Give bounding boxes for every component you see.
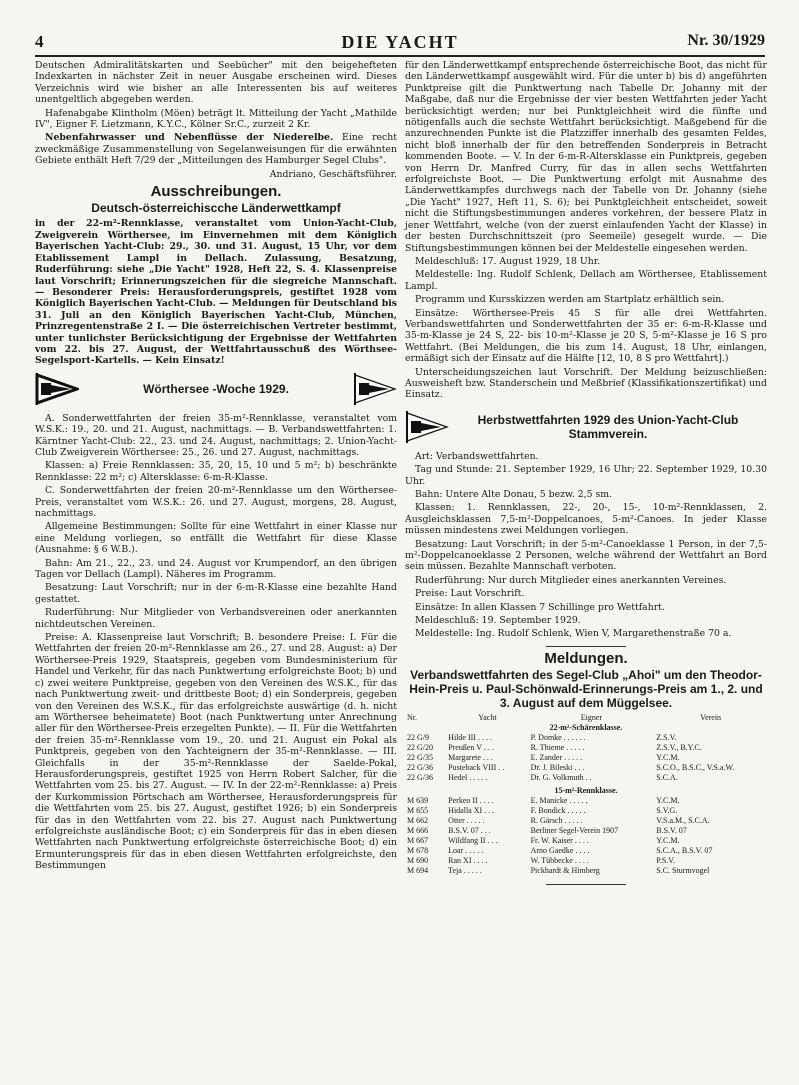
cell-verein: S.V.G. bbox=[656, 806, 678, 816]
table-row bbox=[405, 753, 767, 763]
cell-eigner: Dr. G. Volkmuth . . bbox=[530, 773, 592, 783]
herbst-paragraph-9: Meldeschluß: 19. September 1929. bbox=[415, 615, 581, 627]
cell-yacht: Pusteback VIII . . bbox=[448, 763, 505, 773]
herbst-paragraph-8: Einsätze: In allen Klassen 7 Schillinge pro Wettfahrt. bbox=[415, 601, 665, 613]
page-header bbox=[35, 32, 765, 54]
cell-yacht: Wildfang II . . . bbox=[448, 836, 498, 846]
cell-nr: M 662 bbox=[407, 816, 429, 826]
cell-yacht: Hilde III . . . . bbox=[448, 733, 492, 743]
entries-table bbox=[405, 713, 767, 876]
cell-eigner: Dr. J. Bileski . . . bbox=[530, 763, 585, 773]
cell-nr: 22 G/36 bbox=[407, 763, 433, 773]
cell-yacht: Hedel . . . . . bbox=[448, 773, 488, 783]
cell-yacht: Margarete . . . bbox=[448, 753, 493, 763]
herbst-paragraph-10: Meldestelle: Ing. Rudolf Schlenk, Wien V, Margarethenstraße 70 a. bbox=[415, 628, 732, 640]
woerthersee-woche-title: Wörthersee -Woche 1929. bbox=[143, 381, 289, 396]
herbstwettfahrten-title: Herbstwettfahrten 1929 des Union-Yacht-Club Stammverein. bbox=[477, 412, 739, 441]
woche-heading-row bbox=[35, 371, 397, 407]
end-divider bbox=[546, 884, 626, 885]
cell-nr: 22 G/36 bbox=[407, 773, 433, 783]
woche-paragraph-2: Klassen: a) Freie Rennklassen: 35, 20, 15, 10 und 5 m²; b) beschränkte Rennklasse: 22 m²; c) Altersklasse: 6-m-R-Klasse. bbox=[35, 460, 397, 483]
woche-paragraph-3: C. Sonderwettfahrten der freien 20-m²-Rennklasse um den Wörthersee-Preis, veranstaltet vom W.S.K.: 26. und 27. August, morgens, 28. August, nachmittags. bbox=[35, 485, 397, 519]
table-row bbox=[405, 763, 767, 773]
cell-yacht: B.S.V. 07 . . . bbox=[448, 826, 491, 836]
intro-paragraph-1: Deutschen Admiralitätskarten und Seebücher" mit den beigehefteten Indexkarten in nächster Zeit in neuer Ausgabe erscheinen wird. Dieses Verzeichnis wird wie bisher an alle Interessenten bis auf weiteres unentgeltlich abgegeben werden. bbox=[35, 60, 397, 106]
cell-eigner: R. Gärsch . . . . . bbox=[530, 816, 583, 826]
woche-paragraph-5: Bahn: Am 21., 22., 23. und 24. August vor Krumpendorf, an den übrigen Tagen vor Dellach (Lampl). Näheres im Programm. bbox=[35, 557, 397, 581]
woche-paragraph-4: Allgemeine Bestimmungen: Sollte für eine Wettfahrt in einer Klasse nur eine Meldung vorliegen, so entfällt die Wettfahrt für diese Klasse (Ausnahme: § 6 W.B.). bbox=[35, 521, 397, 556]
cell-nr: 22 G/9 bbox=[407, 733, 429, 743]
continuation-paragraph-4: Programm und Kursskizzen werden am Startplatz erhältlich sein. bbox=[415, 294, 725, 306]
cell-nr: M 639 bbox=[407, 796, 429, 806]
cell-verein: S.C.A., B.S.V. 07 bbox=[656, 846, 713, 856]
table-row bbox=[405, 733, 767, 743]
table-row bbox=[405, 856, 767, 866]
intro-paragraph-2: Hafenabgabe Klintholm (Möen) beträgt lt. Mitteilung der Yacht „Mathilde IV", Eigner F. Lietzmann, K.Y.C., Kölner Sr.C., zurzeit 2 Kr. bbox=[35, 107, 397, 131]
left-column bbox=[35, 60, 397, 874]
cell-yacht: Perkeo II . . . . bbox=[448, 796, 494, 806]
cell-yacht: Loar . . . . . bbox=[448, 846, 484, 856]
cell-nr: 22 G/20 bbox=[407, 743, 433, 753]
cell-yacht: Teja . . . . . bbox=[448, 866, 482, 876]
cell-eigner: R. Thieme . . . . . bbox=[530, 743, 585, 753]
col-yacht: Yacht bbox=[478, 713, 497, 723]
continuation-paragraph-3: Meldestelle: Ing. Rudolf Schlenk, Dellach am Wörthersee, Etablissement Lampl. bbox=[405, 269, 767, 292]
page-number: 4 bbox=[35, 32, 44, 51]
table-row bbox=[405, 806, 767, 816]
club-pennant-icon bbox=[405, 409, 449, 445]
table-row bbox=[405, 826, 767, 836]
herbst-heading-row bbox=[405, 409, 767, 445]
cell-nr: M 694 bbox=[407, 866, 429, 876]
cell-verein: Z.S.V. bbox=[656, 733, 677, 743]
col-eigner: Eigner bbox=[580, 713, 603, 723]
laenderwettkampf-text: in der 22-m²-Rennklasse, veranstaltet vom Union-Yacht-Club, Zweigverein Wörthersee, im Einvernehmen mit dem Königlich Bayerischen Yacht-Club: 29., 30. und 31. August, 15 Uhr, vor dem Etablissement Lampl in Dellach. Zulassung, Besatzung, Ruderführung: siehe „Die Yacht" 1928, Heft 22, S. 4. Klassenpreise laut Vorschrift; Erinnerungszeichen für die siegreiche Mannschaft. — Besonderer Preis: Herausforderungspreis, gestiftet 1928 vom Königlich Bayerischen Yacht-Club. — Meldungen für Deutschland bis 31. Juli an den Königlich Bayerischen Yacht-Club, München, Prinzregentenstraße 2 I. — Die österreichischen Vertreter bestimmt, unter tunlichster Berücksichtigung der Ergebnisse der Wettfahrten vom 22. bis 27. August, der Wettfahrtausschuß des Wörthsee-Segelsport-Kartells. — Kein Einsatz! bbox=[35, 218, 397, 367]
cell-nr: M 690 bbox=[407, 856, 429, 866]
section-divider bbox=[546, 646, 626, 647]
section-heading-meldungen: Meldungen. bbox=[544, 649, 628, 667]
club-pennant-icon bbox=[353, 371, 397, 407]
cell-eigner: E. Manicke . . . . . bbox=[530, 796, 588, 806]
herbst-paragraph-5: Besatzung: Laut Vorschrift; in der 5-m²-Canoeklasse 1 Person, in der 7,5-m²-Doppelcanoeklasse 2 Personen, welche während der Wettfahrt an Bord sein müssen. Bezahlte Mannschaft verboten. bbox=[405, 538, 767, 573]
woche-paragraph-7: Ruderführung: Nur Mitglieder von Verbandsvereinen oder anerkannten nichtdeutschen Vereinen. bbox=[35, 607, 397, 630]
cell-yacht: Otter . . . . . bbox=[448, 816, 485, 826]
class-heading: 22-m²-Schärenklasse. bbox=[549, 723, 623, 733]
herbst-paragraph-7: Preise: Laut Vorschrift. bbox=[415, 588, 525, 600]
intro-paragraph-3 bbox=[35, 132, 397, 166]
table-row bbox=[405, 773, 767, 783]
table-row bbox=[405, 836, 767, 846]
woche-paragraph-8: Preise: A. Klassenpreise laut Vorschrift; B. besondere Preise: I. Für die Wettfahrten der freien 20-m²-Rennklasse am 26., 27. und 28. August: a) Der Wörthersee-Preis 1929, Staatspreis, gegeben vom Bundesministerium für Handel und Verkehr, für das nach Punktwertung erfolgreichste Boot; b) und c) zwei weitere Punktpreise, gegeben von den Vereinen des W.S.K., für das nach Punktwertung zweit- und drittbeste Boot; d) ein Sonderpreis, gegeben von den Vereinen des W.S.K., für das erfolgreichste auswärtige (d. h. nicht am Wörthersee beheimatete) Boot (nach Punktwertung unter Anrechnung aller für den Wörthersee-Preis erzegelten Punkte). — II. Für die Wettfahrten der freien 35-m²-Rennklasse vom 19., 20. und 21. August ein Pokal als Punktpreis, gegeben von den Yachteignern der 35-m²-Rennklasse. — III. Gleichfalls in der 35-m²-Rennklasse der Saelde-Pokal, Herausforderungspreis, gestiftet 1925 von Herrn Robert Salcher, für die Wettfahrten vom 25. bis 27. August. — IV. In der 22-m²-Rennklasse: a) Preis der Kurkommission Pörtschach am Wörthersee, Herausforderungspreis für die Wettfahrten vom 25. bis 27. August, gestiftet 1926; b) ein Sonderpreis für das in den Wettfahrten vom 22. bis 27. August nach Punktwertung erfolgreichste ausländische Boot; c) ein Sonderpreis für das in eben diesen Wettfahrten nach Punktwertung erfolgreichste österreichische Boot; d) ein Ermunterungspreis für das in eben diesen Wettfahrten erfolgreichste, den Bestimmungen bbox=[35, 632, 397, 872]
cell-eigner: E. Zander . . . . . bbox=[530, 753, 583, 763]
cell-eigner: Pickhardt & Himberg bbox=[530, 866, 600, 876]
table-header-row bbox=[405, 713, 767, 723]
laenderwettkampf-title: Deutsch-österreichiscche Länderwettkampf bbox=[91, 201, 341, 216]
continuation-paragraph-6: Unterscheidungszeichen laut Vorschrift. Der Meldung beizuschließen: Ausweisheft bzw. Standerschein und Meßbrief (Klassifikationszertifikat) und Einsatz. bbox=[405, 366, 767, 401]
table-row bbox=[405, 816, 767, 826]
right-column bbox=[405, 60, 767, 891]
intro-paragraph-3-text: Eine recht zweckmäßige Zusammenstellung von Segelanweisungen für die erwähnten Gebiete enthält Heft 7/29 der „Mitteilungen des Hamburger Segel Clubs". bbox=[35, 132, 397, 167]
herbst-paragraph-6: Ruderführung: Nur durch Mitglieder eines anerkannten Vereines. bbox=[415, 574, 727, 586]
cell-yacht: Hidalla XI . . . bbox=[448, 806, 495, 816]
woche-paragraph-6: Besatzung: Laut Vorschrift; nur in der 6-m-R-Klasse eine bezahlte Hand gestattet. bbox=[35, 582, 397, 605]
intro-bold-lead: Nebenfahrwasser und Nebenflüsse der Niederelbe. bbox=[45, 132, 334, 144]
cell-nr: M 655 bbox=[407, 806, 429, 816]
meldungen-subtitle: Verbandswettfahrten des Segel-Club „Ahoi" um den Theodor-Hein-Preis u. Paul-Schönwald-Erinnerungs-Preis am 1., 2. und 3. August auf dem Müggelsee. bbox=[409, 668, 763, 711]
cell-nr: 22 G/35 bbox=[407, 753, 433, 763]
table-row bbox=[405, 796, 767, 806]
signature: Andriano, Geschäftsführer. bbox=[269, 168, 397, 180]
issue-number: Nr. 30/1929 bbox=[687, 32, 765, 49]
continuation-paragraph-2: Meldeschluß: 17. August 1929, 18 Uhr. bbox=[415, 255, 601, 267]
cell-eigner: P. Domke . . . . . . bbox=[530, 733, 586, 743]
cell-verein: Y.C.M. bbox=[656, 796, 680, 806]
col-verein: Verein bbox=[700, 713, 722, 723]
col-nr: Nr. bbox=[407, 713, 417, 723]
club-pennant-icon bbox=[35, 371, 79, 407]
cell-nr: M 666 bbox=[407, 826, 429, 836]
cell-verein: P.S.V. bbox=[656, 856, 676, 866]
cell-verein: V.S.a.M., S.C.A. bbox=[656, 816, 710, 826]
cell-verein: S.C.O., B.S.C., V.S.a.W. bbox=[656, 763, 735, 773]
cell-eigner: Fr. W. Kaiser . . . . bbox=[530, 836, 589, 846]
woche-paragraph-1: A. Sonderwettfahrten der freien 35-m²-Rennklasse, veranstaltet vom W.S.K.: 19., 20. und 21. August, nachmittags. — B. Verbandswettfahrten: 1. Kärntner Yacht-Club: 22., 23. und 24. August, nachmittags; 2. Union-Yacht-Club Zweigverein Wörthersee: 25., 26. und 27. August, nachmittags. bbox=[35, 412, 397, 458]
cell-eigner: Berliner Segel-Verein 1907 bbox=[530, 826, 619, 836]
cell-yacht: Preußen V . . . bbox=[448, 743, 494, 753]
cell-eigner: Arno Gaedke . . . . bbox=[530, 846, 590, 856]
herbst-paragraph-2: Tag und Stunde: 21. September 1929, 16 Uhr; 22. September 1929, 10.30 Uhr. bbox=[405, 464, 767, 487]
cell-verein: S.C. Sturmvogel bbox=[656, 866, 710, 876]
class-heading: 15-m²-Rennklasse. bbox=[554, 786, 618, 796]
cell-yacht: Ran XI . . . . bbox=[448, 856, 488, 866]
herbst-paragraph-3: Bahn: Untere Alte Donau, 5 bezw. 2,5 sm. bbox=[415, 489, 613, 500]
cell-nr: M 667 bbox=[407, 836, 429, 846]
continuation-paragraph-5: Einsätze: Wörthersee-Preis 45 S für alle drei Wettfahrten. Verbandswettfahrten und Sonderwettfahrten der 35 er: 6-m-R-Klasse und 35-m-Klasse je 24 S, 22- bis 10-m²-Klasse je 20 S, 5-m²-Klasse je 16 S pro Wettfahrt. (Bei Meldungen, die bis zum 14. August, 18 Uhr, einlangen, ermäßigt sich der Einsatz auf die Hälfte [12, 10, 8 S pro Wettfahrt].) bbox=[405, 307, 767, 365]
table-row bbox=[405, 743, 767, 753]
cell-verein: Y.C.M. bbox=[656, 836, 680, 846]
cell-verein: B.S.V. 07 bbox=[656, 826, 687, 836]
cell-verein: S.C.A. bbox=[656, 773, 678, 783]
cell-eigner: F. Bondick . . . . . bbox=[530, 806, 586, 816]
herbst-paragraph-4: Klassen: 1. Rennklassen, 22-, 20-, 15-, 10-m²-Rennklassen, 2. Ausgleichsklassen 7,5-m²-Doppelcanoes, 5-m²-Canoes. In jeder Klasse müssen mindestens zwei Meldungen vorliegen. bbox=[405, 502, 767, 537]
section-heading-ausschreibungen: Ausschreibungen. bbox=[150, 183, 282, 201]
table-row bbox=[405, 866, 767, 876]
cell-verein: Z.S.V., B.Y.C. bbox=[656, 743, 702, 753]
herbst-paragraph-1: Art: Verbandswettfahrten. bbox=[415, 450, 539, 462]
table-row bbox=[405, 846, 767, 856]
cell-verein: Y.C.M. bbox=[656, 753, 680, 763]
continuation-paragraph-1: für den Länderwettkampf entsprechende österreichische Boot, das nicht für den Länderwettkampf ausgewählt wird. Für die unter b) bis d) angeführten Punktpreise gilt die Punktwertung nach Tabelle Dr. Johanny mit der Maßgabe, daß nur die Ergebnisse der vier besten Wettfahrten jeder Yacht berücksichtigt werden; nur bei Punktgleichheit wird die fünfte und nötigenfalls auch die sechste Wettfahrt berücksichtigt. Maßgebend für die anzurechnenden Punkte ist die Platzziffer innerhalb des gesamten Feldes, nicht bloß innerhalb der für den betreffenden Sonderpreis in Betracht kommenden Boote. — V. In der 6-m-R-Altersklasse ein Punktpreis, gegeben von Herrn Dr. Manfred Curry, für das in allen sechs Wettfahrten erfolgreichste Boot. — Die Punktwertung erfolgt mit Ausnahme des Länderwettkampfes durchwegs nach der Tabelle von Dr. Johanny (siehe „Die Yacht" 1927, Heft 11, S. 6); bei Punktgleichheit entscheidet, soweit nicht die Stiftungsbestimmungen anderes vorkehren, der bessere Platz in jener Wettfahrt, welche (von der zuerst einlaufenden Yacht der Klasse) in der besten Durchschnittszeit (pro Seemeile) gesegelt wurde. — Die Stiftungsbestimmungen können bei der Meldestelle eingesehen werden. bbox=[405, 60, 767, 254]
cell-nr: M 678 bbox=[407, 846, 429, 856]
header-rule bbox=[35, 55, 765, 57]
magazine-title: DIE YACHT bbox=[341, 32, 459, 52]
cell-eigner: W. Tübbecke . . . . bbox=[530, 856, 589, 866]
